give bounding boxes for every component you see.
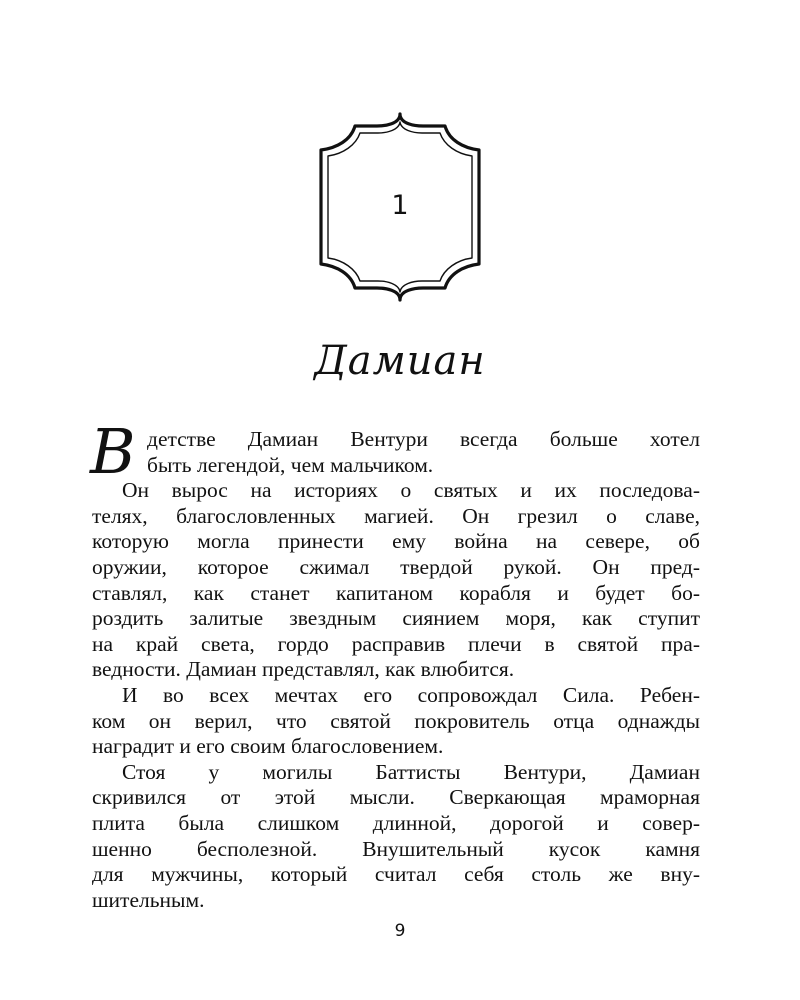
text-line: роздить залитые звездным сиянием моря, как ступит xyxy=(92,606,700,631)
chapter-frame xyxy=(315,112,485,302)
text-line: ставлял, как станет капитаном корабля и будет бо- xyxy=(92,580,700,605)
page-number: 9 xyxy=(394,921,406,941)
drop-cap: В xyxy=(90,415,136,488)
text-line: телях, благословленных магией. Он грезил о славе, xyxy=(92,503,700,528)
text-line: ведности. Дамиан представлял, как влюбится. xyxy=(92,657,515,682)
text-line: Стоя у могилы Баттисты Вентури, Дамиан xyxy=(122,759,700,784)
text-line: шительным. xyxy=(92,887,205,912)
text-line: для мужчины, который считал себя столь же вну- xyxy=(92,862,700,887)
text-line: наградит и его своим благословением. xyxy=(92,734,444,759)
text-line: оружии, которое сжимал твердой рукой. Он пред- xyxy=(92,554,700,579)
text-line: И во всех мечтах его сопровождал Сила. Ребен- xyxy=(122,682,700,707)
text-line: плита была слишком длинной, дорогой и совер- xyxy=(92,810,700,835)
text-line: скривился от этой мысли. Сверкающая мраморная xyxy=(92,785,700,810)
text-line: на край света, гордо расправив плечи в святой пра- xyxy=(92,631,700,656)
body-text xyxy=(90,415,700,913)
chapter-number: 1 xyxy=(391,190,409,221)
text-line: быть легендой, чем мальчиком. xyxy=(147,452,434,477)
text-line: шенно бесполезной. Внушительный кусок камня xyxy=(92,836,700,861)
text-line: детстве Дамиан Вентури всегда больше хотел xyxy=(147,427,700,451)
text-line: которую могла принести ему война на севере, об xyxy=(92,529,700,554)
text-line: Он вырос на историях о святых и их последова- xyxy=(122,478,700,503)
text-line: ком он верил, что святой покровитель отца однажды xyxy=(92,708,700,733)
chapter-title: Дамиан xyxy=(314,338,486,384)
